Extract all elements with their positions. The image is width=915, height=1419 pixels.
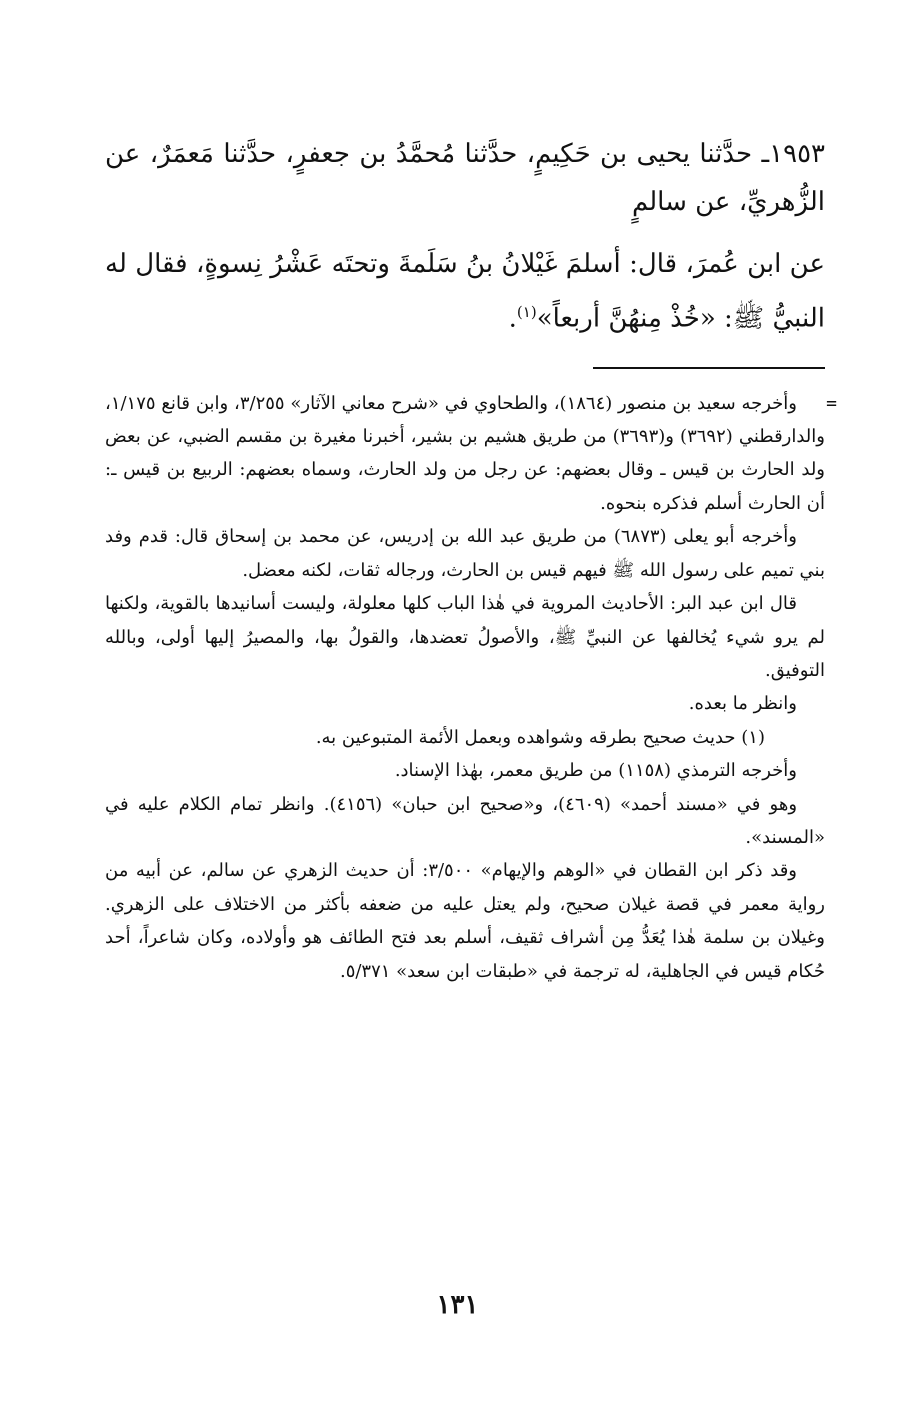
footnote-paragraph: [105, 387, 837, 521]
footnote-ref-1[interactable]: (١): [516, 303, 537, 321]
footnote-paragraph: وهو في «مسند أحمد» (٤٦٠٩)، و«صحيح ابن حبان» (٤١٥٦). وانظر تمام الكلام عليه في «المسند».: [105, 793, 825, 848]
footnote-1-paragraph: وأخرجه الترمذي (١١٥٨) من طريق معمر، بهٰذا الإسناد.: [394, 760, 797, 782]
page-body: [105, 130, 837, 988]
footnote-paragraph-text: وأخرجه سعيد بن منصور (١٨٦٤)، والطحاوي في «شرح معاني الآثار» ٣/٢٥٥، وابن قانع ١/١٧٥، والدارقطني (٣٦٩٢) و(٣٦٩٣) من طريق هشيم بن بشير، أخبرنا مغيرة بن مقسم الضبي، عن بعض ولد الحارث بن قيس ـ وقال بعضهم: عن رجل من ولد الحارث، وسماه بعضهم: الربيع بن قيس ـ: أن الحارث أسلم فذكره بنحوه.: [105, 392, 825, 514]
footnote-1-paragraph: (١) حديث صحيح بطرقه وشواهده وبعمل الأئمة المتبوعين به.: [315, 726, 765, 748]
continuation-mark: =: [826, 392, 837, 414]
hadith-matn-text: عن ابن عُمرَ، قال: أسلمَ غَيْلانُ بنُ سَلَمةَ وتحتَه عَشْرُ نِسوةٍ، فقال له النبيُّ ﷺ: «خُذْ مِنهُنَّ أربعاً»: [105, 249, 825, 334]
footnote-paragraph: وأخرجه أبو يعلى (٦٨٧٣) من طريق عبد الله بن إدريس، عن محمد بن إسحاق قال: قدم وفد بني تميم على رسول الله ﷺ فيهم قيس بن الحارث، ورجاله ثقات، لكنه معضل.: [105, 526, 825, 581]
footnote-separator: [593, 367, 825, 369]
footnote-paragraph: وقد ذكر ابن القطان في «الوهم والإيهام» ٣/٥٠٠: أن حديث الزهري عن سالم، عن أبيه من رواية معمر في قصة غيلان صحيح، ولم يعتل عليه من ضعفه بأكثر من الاختلاف على الزهري. وغيلان بن سلمة هٰذا يُعَدُّ مِن أشراف ثقيف، أسلم بعد فتح الطائف هو وأولاده، وكان شاعراً، أحد حُكام قيس في الجاهلية، له ترجمة في «طبقات ابن سعد» ٥/٣٧١.: [105, 860, 825, 982]
hadith-isnad: ١٩٥٣ـ حدَّثنا يحيى بن حَكِيمٍ، حدَّثنا مُحمَّدُ بن جعفرٍ، حدَّثنا مَعمَرٌ، عن الزُّهريِّ، عن سالمٍ: [105, 139, 825, 217]
hadith-matn: [105, 240, 825, 343]
footnote-paragraph: وانظر ما بعده.: [688, 693, 797, 715]
footnote-paragraph: قال ابن عبد البر: الأحاديث المروية في هٰذا الباب كلها معلولة، وليست أسانيدها بالقوية، ولكنها لم يرو شيء يُخالفها عن النبيِّ ﷺ، والأصولُ تعضدها، والقولُ بها، والمصيرُ إليها أولى، وبالله التوفيق.: [105, 593, 825, 681]
page-number: ١٣١: [436, 1290, 479, 1320]
footnotes: [105, 387, 837, 988]
hadith-matn-end: .: [508, 303, 517, 334]
